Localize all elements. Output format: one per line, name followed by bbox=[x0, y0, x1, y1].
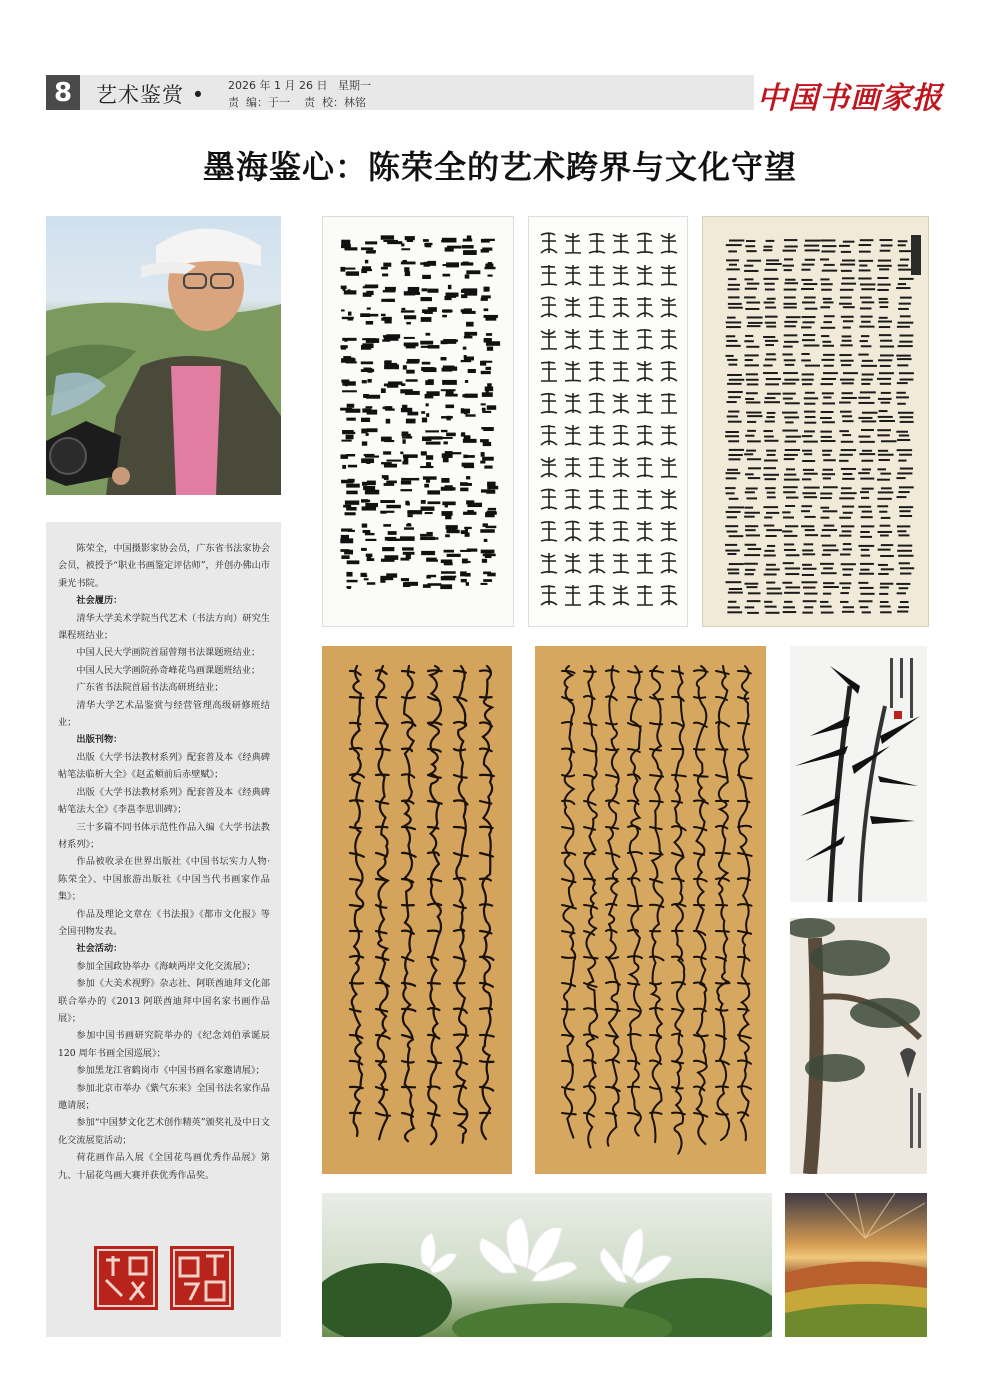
calligraphy-work-cursive-gold-1 bbox=[322, 646, 512, 1174]
bio-paragraph: 出版《大学书法教材系列》配套普及本《经典碑帖笔法大全》《李邕李思训碑》； bbox=[58, 786, 270, 816]
section-dot: • bbox=[191, 83, 206, 107]
section-label: 艺术鉴赏 bbox=[96, 83, 184, 107]
bio-paragraph: 参加《大美术视野》杂志社、阿联酋迪拜文化部联合举办的《2013 阿联酋迪拜中国名家书画作品展》； bbox=[58, 978, 270, 1024]
bio-paragraph: 陈荣全，中国摄影家协会员，广东省书法家协会会员，被授予“职业书画鉴定评估师”，并创办佛山市秉光书院。 bbox=[58, 543, 270, 589]
landscape-graphic bbox=[785, 1193, 927, 1337]
bio-paragraph: 清华大学艺术品鉴赏与经营管理高级研修班结业； bbox=[58, 699, 270, 729]
editor-line: 责 编：于一 责 校：林铭 bbox=[228, 96, 366, 109]
bio-paragraph: 荷花画作品入展《全国花鸟画优秀作品展》第九、十届花鸟画大赛并获优秀作品奖。 bbox=[58, 1152, 270, 1181]
bio-paragraph: 中国人民大学画院首届曾翔书法课题班结业； bbox=[76, 647, 261, 659]
seal-stamp-2 bbox=[170, 1246, 234, 1310]
calligraphy-work-regular bbox=[322, 216, 514, 627]
sunset-landscape-photo bbox=[785, 1193, 927, 1337]
calligraphy-work-clerical bbox=[702, 216, 929, 627]
bio-paragraph: 三十多篇不同书体示范性作品入编《大学书法教材系列》； bbox=[58, 821, 270, 850]
bio-heading: 社会活动： bbox=[76, 943, 123, 955]
calligraphy-strokes-3 bbox=[703, 217, 928, 626]
lotus-photo bbox=[322, 1193, 772, 1337]
bio-heading: 社会履历： bbox=[76, 595, 123, 607]
article-title: 墨海鉴心：陈荣全的艺术跨界与文化守望 bbox=[202, 148, 797, 186]
portrait-illustration bbox=[46, 216, 281, 495]
artist-bio-panel bbox=[46, 522, 281, 1337]
bio-paragraph: 广东省书法院首届书法高研班结业； bbox=[76, 682, 224, 694]
bio-paragraph: 中国人民大学画院孙奇峰花鸟画课题班结业； bbox=[76, 664, 261, 676]
date-line: 2026 年 1 月 26 日 星期一 bbox=[228, 79, 371, 92]
page-number: 8 bbox=[46, 75, 80, 110]
bio-text bbox=[58, 540, 270, 1184]
calligraphy-strokes-4 bbox=[322, 646, 512, 1174]
bio-paragraph: 作品被收录在世界出版社《中国书坛实力人物·陈荣全》、中国旅游出版社《中国当代书画家作品集》； bbox=[58, 856, 270, 903]
bamboo-graphic bbox=[790, 646, 927, 902]
bio-paragraph: 参加“中国梦文化艺术创作精英”颁奖礼及中日文化交流展览活动； bbox=[58, 1117, 270, 1146]
section-title bbox=[96, 79, 205, 109]
seal-1-graphic bbox=[94, 1246, 158, 1310]
bio-paragraph: 清华大学美术学院当代艺术（书法方向）研究生课程班结业； bbox=[58, 612, 270, 642]
calligraphy-work-running-gold-2 bbox=[535, 646, 766, 1174]
bio-heading: 出版刊物： bbox=[76, 734, 123, 746]
bio-paragraph: 作品及理论文章在《书法报》《都市文化报》等全国刊物发表。 bbox=[58, 908, 270, 937]
bio-paragraph: 参加北京市举办《紫气东来》全国书法名家作品邀请展； bbox=[58, 1082, 270, 1111]
calligraphy-strokes-5 bbox=[535, 646, 766, 1174]
pine-bird-painting bbox=[790, 918, 927, 1174]
bio-paragraph: 参加全国政协举办《海峡两岸文化交流展》； bbox=[76, 960, 256, 972]
seal-2-graphic bbox=[170, 1246, 234, 1310]
artist-portrait-photo bbox=[46, 216, 281, 495]
bamboo-ink-painting bbox=[790, 646, 927, 902]
calligraphy-strokes-2 bbox=[529, 217, 687, 626]
newspaper-logo: 中国书画家报 bbox=[757, 81, 943, 116]
bio-paragraph: 参加黑龙江省鹤岗市《中国书画名家邀请展》； bbox=[76, 1065, 265, 1077]
calligraphy-strokes-1 bbox=[323, 217, 513, 626]
pine-graphic bbox=[790, 918, 927, 1174]
bio-paragraph: 参加中国书画研究院举办的《纪念刘伯承诞辰 120 周年书画全国巡展》； bbox=[58, 1030, 270, 1059]
bio-paragraph: 出版《大学书法教材系列》配套普及本《经典碑帖笔法临析大全》《赵孟頫前后赤壁赋》； bbox=[58, 751, 270, 781]
lotus-graphic bbox=[322, 1193, 772, 1337]
seal-stamp-1 bbox=[94, 1246, 158, 1310]
calligraphy-work-seal-script bbox=[528, 216, 688, 627]
